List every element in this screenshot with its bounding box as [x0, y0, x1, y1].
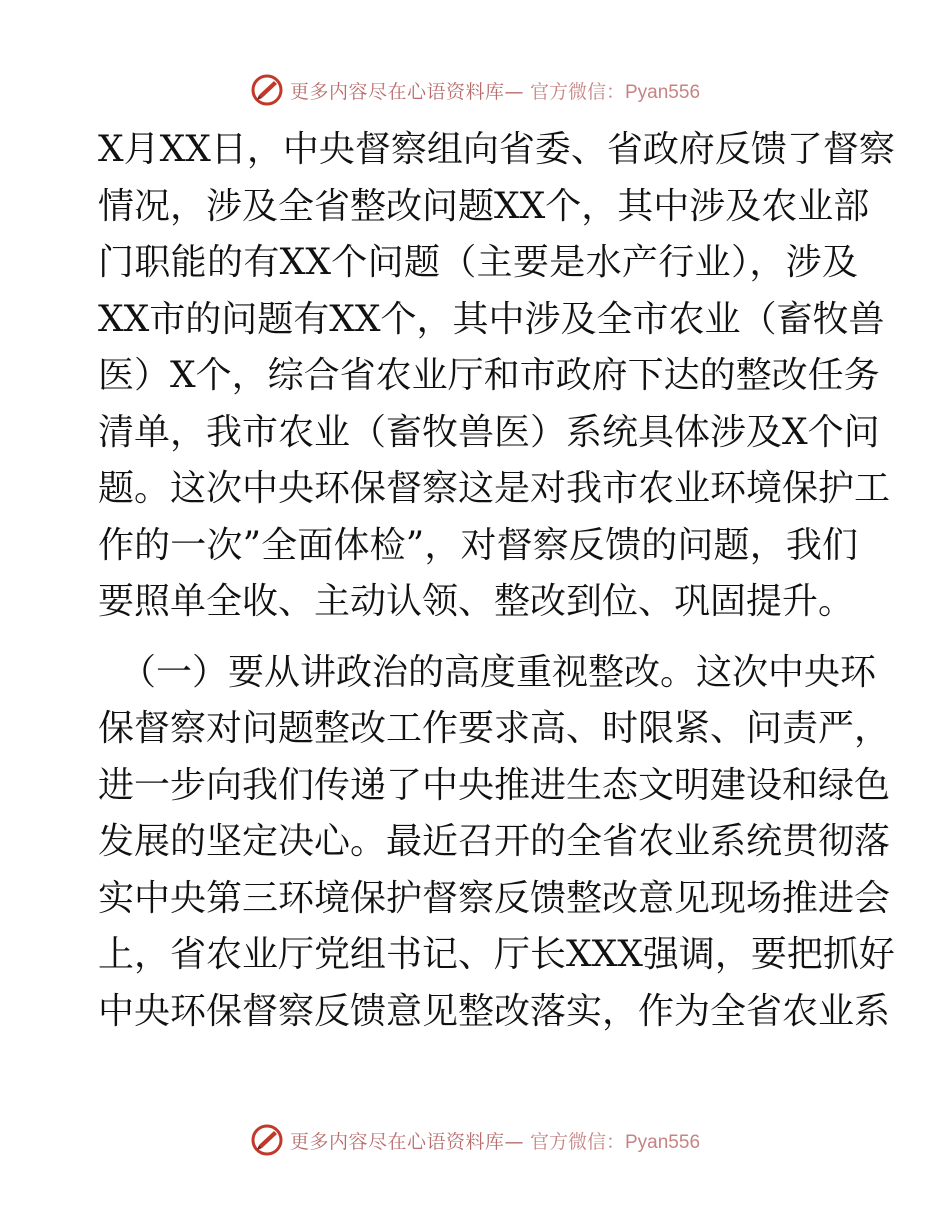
- text-line: 中央环保督察反馈意见整改落实，作为全省农业系: [98, 990, 891, 1032]
- text-line: 医）X个，综合省农业厅和市政府下达的整改任务: [98, 355, 880, 396]
- footer-banner-text: 更多内容尽在心语资料库—: [289, 1130, 524, 1153]
- text-line: 要照单全收、主动认领、整改到位、巩固提升。: [98, 581, 855, 622]
- text-line: 情况，涉及全省整改问题XX个，其中涉及农业部: [98, 185, 870, 227]
- text-line: 实中央第三环境保护督察反馈整改意见现场推进会: [98, 877, 891, 919]
- logo-icon: [250, 73, 284, 107]
- text-line: XX市的问题有XX个，其中涉及全市农业（畜牧兽: [98, 298, 885, 340]
- document-body: [98, 122, 895, 1040]
- logo-icon: [250, 1123, 284, 1157]
- text-line: 清单，我市农业（畜牧兽医）系统具体涉及X个问: [98, 411, 880, 453]
- paragraph-1: [98, 122, 895, 631]
- header-banner: [0, 70, 950, 110]
- paragraph-2: [98, 645, 895, 1041]
- text-line: 作的一次”全面体检”，对督察反馈的问题，我们: [98, 524, 858, 566]
- footer-banner: [0, 1120, 950, 1160]
- header-banner-text: 更多内容尽在心语资料库—: [289, 80, 524, 103]
- text-line: 进一步向我们传递了中央推进生态文明建设和绿色: [98, 764, 891, 806]
- text-line: 门职能的有XX个问题（主要是水产行业），涉及: [98, 242, 858, 283]
- text-line: X月XX日，中央督察组向省委、省政府反馈了督察: [98, 129, 895, 170]
- text-line: 发展的坚定决心。最近召开的全省农业系统贯彻落: [98, 821, 891, 862]
- header-wechat-text: 官方微信：Pyan556: [530, 81, 701, 103]
- text-line: 保督察对问题整改工作要求高、时限紧、问责严，: [98, 708, 891, 749]
- footer-wechat-text: 官方微信：Pyan556: [530, 1131, 701, 1153]
- text-line: 上，省农业厅党组书记、厅长XXX强调，要把抓好: [98, 934, 895, 975]
- text-line: 题。这次中央环保督察这是对我市农业环境保护工: [98, 468, 891, 509]
- text-line: （一）要从讲政治的高度重视整改。这次中央环: [120, 651, 877, 693]
